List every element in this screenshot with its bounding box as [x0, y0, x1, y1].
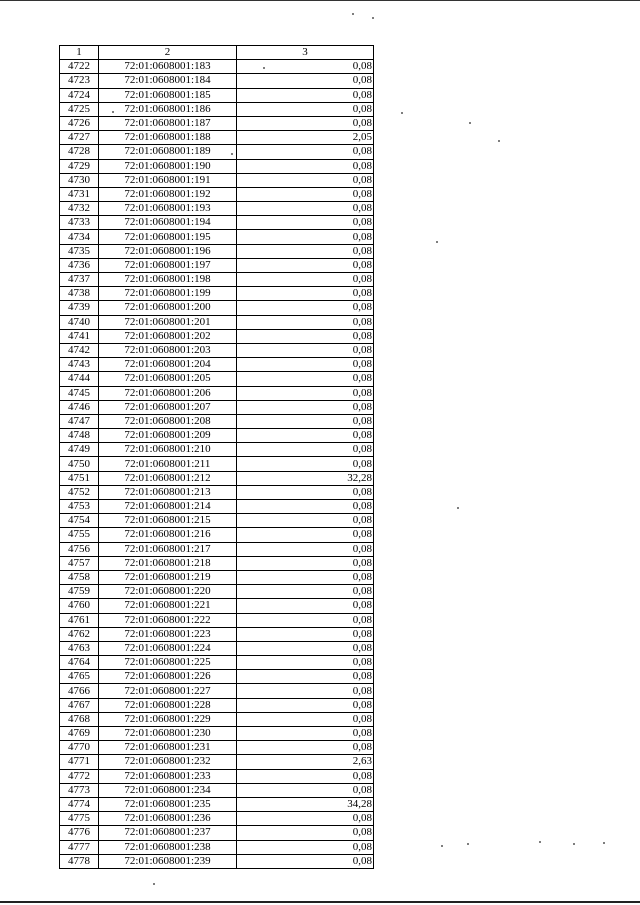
row-number-cell: 4746 [60, 400, 99, 414]
table-row [60, 258, 374, 272]
cadastral-number-cell: 72:01:0608001:200 [99, 301, 237, 315]
table-row [60, 514, 374, 528]
value-cell: 0,08 [237, 570, 374, 584]
scan-speck [352, 13, 354, 15]
value-cell: 0,08 [237, 74, 374, 88]
table-row [60, 698, 374, 712]
value-cell: 0,08 [237, 372, 374, 386]
table-row [60, 840, 374, 854]
cadastral-number-cell: 72:01:0608001:223 [99, 627, 237, 641]
row-number-cell: 4755 [60, 528, 99, 542]
row-number-cell: 4748 [60, 429, 99, 443]
cadastral-number-cell: 72:01:0608001:231 [99, 741, 237, 755]
cadastral-number-cell: 72:01:0608001:226 [99, 670, 237, 684]
row-number-cell: 4743 [60, 358, 99, 372]
cadastral-number-cell: 72:01:0608001:230 [99, 727, 237, 741]
row-number-cell: 4751 [60, 471, 99, 485]
cadastral-number-cell: 72:01:0608001:195 [99, 230, 237, 244]
table-row [60, 570, 374, 584]
value-cell: 0,08 [237, 556, 374, 570]
value-cell: 0,08 [237, 159, 374, 173]
table-row [60, 74, 374, 88]
value-cell: 0,08 [237, 343, 374, 357]
row-number-cell: 4775 [60, 812, 99, 826]
table-row [60, 556, 374, 570]
cadastral-number-cell: 72:01:0608001:237 [99, 826, 237, 840]
cadastral-number-cell: 72:01:0608001:236 [99, 812, 237, 826]
value-cell: 0,08 [237, 826, 374, 840]
value-cell: 0,08 [237, 315, 374, 329]
row-number-cell: 4730 [60, 173, 99, 187]
table-row [60, 500, 374, 514]
row-number-cell: 4732 [60, 202, 99, 216]
value-cell: 0,08 [237, 102, 374, 116]
table-row [60, 641, 374, 655]
row-number-cell: 4764 [60, 656, 99, 670]
value-cell: 0,08 [237, 854, 374, 868]
value-cell: 32,28 [237, 471, 374, 485]
table-row [60, 400, 374, 414]
row-number-cell: 4724 [60, 88, 99, 102]
row-number-cell: 4745 [60, 386, 99, 400]
row-number-cell: 4744 [60, 372, 99, 386]
cadastral-number-cell: 72:01:0608001:204 [99, 358, 237, 372]
value-cell: 0,08 [237, 670, 374, 684]
value-cell: 0,08 [237, 528, 374, 542]
table-row [60, 670, 374, 684]
table-row [60, 202, 374, 216]
scan-speck [231, 153, 233, 155]
table-row [60, 429, 374, 443]
value-cell: 0,08 [237, 727, 374, 741]
row-number-cell: 4776 [60, 826, 99, 840]
row-number-cell: 4749 [60, 443, 99, 457]
value-cell: 0,08 [237, 60, 374, 74]
cadastral-number-cell: 72:01:0608001:197 [99, 258, 237, 272]
value-cell: 0,08 [237, 741, 374, 755]
cadastral-number-cell: 72:01:0608001:209 [99, 429, 237, 443]
value-cell: 0,08 [237, 230, 374, 244]
cadastral-number-cell: 72:01:0608001:188 [99, 131, 237, 145]
cadastral-number-cell: 72:01:0608001:196 [99, 244, 237, 258]
cadastral-number-cell: 72:01:0608001:238 [99, 840, 237, 854]
cadastral-number-cell: 72:01:0608001:218 [99, 556, 237, 570]
cadastral-number-cell: 72:01:0608001:217 [99, 542, 237, 556]
cadastral-number-cell: 72:01:0608001:229 [99, 712, 237, 726]
table-row [60, 599, 374, 613]
table-row [60, 131, 374, 145]
scan-speck [469, 122, 471, 124]
scan-speck [457, 507, 459, 509]
table-row [60, 854, 374, 868]
value-cell: 0,08 [237, 301, 374, 315]
row-number-cell: 4727 [60, 131, 99, 145]
table-row [60, 372, 374, 386]
table-row [60, 60, 374, 74]
cadastral-number-cell: 72:01:0608001:183 [99, 60, 237, 74]
row-number-cell: 4765 [60, 670, 99, 684]
cadastral-number-cell: 72:01:0608001:208 [99, 414, 237, 428]
value-cell: 0,08 [237, 329, 374, 343]
cadastral-number-cell: 72:01:0608001:213 [99, 485, 237, 499]
table-row [60, 216, 374, 230]
row-number-cell: 4761 [60, 613, 99, 627]
table-row [60, 414, 374, 428]
scan-speck [467, 843, 469, 845]
cadastral-number-cell: 72:01:0608001:235 [99, 797, 237, 811]
column-header-2: 2 [99, 46, 237, 60]
row-number-cell: 4735 [60, 244, 99, 258]
cadastral-number-cell: 72:01:0608001:219 [99, 570, 237, 584]
row-number-cell: 4759 [60, 585, 99, 599]
table-row [60, 244, 374, 258]
value-cell: 0,08 [237, 457, 374, 471]
row-number-cell: 4777 [60, 840, 99, 854]
value-cell: 0,08 [237, 712, 374, 726]
scan-speck [436, 241, 438, 243]
row-number-cell: 4729 [60, 159, 99, 173]
cadastral-number-cell: 72:01:0608001:193 [99, 202, 237, 216]
table-row [60, 783, 374, 797]
row-number-cell: 4747 [60, 414, 99, 428]
table-row [60, 287, 374, 301]
value-cell: 0,08 [237, 840, 374, 854]
row-number-cell: 4773 [60, 783, 99, 797]
row-number-cell: 4737 [60, 273, 99, 287]
cadastral-number-cell: 72:01:0608001:203 [99, 343, 237, 357]
value-cell: 0,08 [237, 116, 374, 130]
cadastral-number-cell: 72:01:0608001:233 [99, 769, 237, 783]
value-cell: 0,08 [237, 400, 374, 414]
row-number-cell: 4741 [60, 329, 99, 343]
value-cell: 0,08 [237, 414, 374, 428]
table-row [60, 627, 374, 641]
scan-speck [153, 883, 155, 885]
value-cell: 0,08 [237, 485, 374, 499]
page-bottom-edge [0, 901, 640, 903]
cadastral-number-cell: 72:01:0608001:187 [99, 116, 237, 130]
table-row [60, 88, 374, 102]
table-row [60, 797, 374, 811]
value-cell: 0,08 [237, 202, 374, 216]
cadastral-number-cell: 72:01:0608001:186 [99, 102, 237, 116]
row-number-cell: 4778 [60, 854, 99, 868]
value-cell: 2,05 [237, 131, 374, 145]
table-row [60, 585, 374, 599]
table-row [60, 656, 374, 670]
value-cell: 0,08 [237, 613, 374, 627]
table-row [60, 755, 374, 769]
value-cell: 0,08 [237, 812, 374, 826]
scan-speck [401, 112, 403, 114]
table-row [60, 358, 374, 372]
cadastral-number-cell: 72:01:0608001:239 [99, 854, 237, 868]
row-number-cell: 4760 [60, 599, 99, 613]
value-cell: 0,08 [237, 585, 374, 599]
row-number-cell: 4725 [60, 102, 99, 116]
table-row [60, 116, 374, 130]
cadastral-number-cell: 72:01:0608001:228 [99, 698, 237, 712]
table-row [60, 273, 374, 287]
row-number-cell: 4752 [60, 485, 99, 499]
cadastral-number-cell: 72:01:0608001:202 [99, 329, 237, 343]
cadastral-number-cell: 72:01:0608001:199 [99, 287, 237, 301]
row-number-cell: 4738 [60, 287, 99, 301]
table-row [60, 769, 374, 783]
row-number-cell: 4753 [60, 500, 99, 514]
row-number-cell: 4763 [60, 641, 99, 655]
row-number-cell: 4733 [60, 216, 99, 230]
row-number-cell: 4723 [60, 74, 99, 88]
scan-speck [498, 140, 500, 142]
row-number-cell: 4728 [60, 145, 99, 159]
scan-speck [112, 111, 114, 113]
table-row [60, 230, 374, 244]
row-number-cell: 4742 [60, 343, 99, 357]
row-number-cell: 4757 [60, 556, 99, 570]
cadastral-number-cell: 72:01:0608001:212 [99, 471, 237, 485]
row-number-cell: 4756 [60, 542, 99, 556]
value-cell: 0,08 [237, 216, 374, 230]
value-cell: 0,08 [237, 698, 374, 712]
row-number-cell: 4754 [60, 514, 99, 528]
table-row [60, 741, 374, 755]
table-row [60, 826, 374, 840]
scan-speck [441, 845, 443, 847]
row-number-cell: 4766 [60, 684, 99, 698]
row-number-cell: 4770 [60, 741, 99, 755]
table-row [60, 727, 374, 741]
value-cell: 0,08 [237, 386, 374, 400]
value-cell: 0,08 [237, 88, 374, 102]
scan-speck [539, 841, 541, 843]
value-cell: 0,08 [237, 258, 374, 272]
cadastral-number-cell: 72:01:0608001:210 [99, 443, 237, 457]
cadastral-number-cell: 72:01:0608001:191 [99, 173, 237, 187]
cadastral-number-cell: 72:01:0608001:216 [99, 528, 237, 542]
row-number-cell: 4736 [60, 258, 99, 272]
value-cell: 34,28 [237, 797, 374, 811]
table-row [60, 485, 374, 499]
table-row [60, 457, 374, 471]
cadastral-number-cell: 72:01:0608001:227 [99, 684, 237, 698]
value-cell: 0,08 [237, 599, 374, 613]
cadastral-number-cell: 72:01:0608001:206 [99, 386, 237, 400]
cadastral-number-cell: 72:01:0608001:225 [99, 656, 237, 670]
row-number-cell: 4734 [60, 230, 99, 244]
value-cell: 0,08 [237, 769, 374, 783]
value-cell: 0,08 [237, 145, 374, 159]
column-header-1: 1 [60, 46, 99, 60]
cadastral-number-cell: 72:01:0608001:224 [99, 641, 237, 655]
table-row [60, 542, 374, 556]
page-top-edge [0, 0, 640, 1]
row-number-cell: 4740 [60, 315, 99, 329]
cadastral-number-cell: 72:01:0608001:220 [99, 585, 237, 599]
table-row [60, 386, 374, 400]
table-row [60, 301, 374, 315]
value-cell: 0,08 [237, 173, 374, 187]
cadastral-number-cell: 72:01:0608001:192 [99, 187, 237, 201]
table-row [60, 812, 374, 826]
cadastral-number-cell: 72:01:0608001:198 [99, 273, 237, 287]
table-row [60, 159, 374, 173]
cadastral-number-cell: 72:01:0608001:189 [99, 145, 237, 159]
table-row [60, 173, 374, 187]
cadastral-number-cell: 72:01:0608001:207 [99, 400, 237, 414]
row-number-cell: 4731 [60, 187, 99, 201]
row-number-cell: 4769 [60, 727, 99, 741]
cadastral-number-cell: 72:01:0608001:222 [99, 613, 237, 627]
table-row [60, 712, 374, 726]
value-cell: 0,08 [237, 542, 374, 556]
table-row [60, 145, 374, 159]
cadastral-number-cell: 72:01:0608001:185 [99, 88, 237, 102]
value-cell: 0,08 [237, 443, 374, 457]
scan-speck [372, 17, 374, 19]
table-body [60, 60, 374, 869]
cadastral-number-cell: 72:01:0608001:184 [99, 74, 237, 88]
value-cell: 0,08 [237, 244, 374, 258]
cadastral-number-cell: 72:01:0608001:234 [99, 783, 237, 797]
row-number-cell: 4772 [60, 769, 99, 783]
table-row [60, 613, 374, 627]
value-cell: 2,63 [237, 755, 374, 769]
cadastral-number-cell: 72:01:0608001:190 [99, 159, 237, 173]
row-number-cell: 4768 [60, 712, 99, 726]
value-cell: 0,08 [237, 287, 374, 301]
cadastral-number-cell: 72:01:0608001:194 [99, 216, 237, 230]
table-row [60, 471, 374, 485]
value-cell: 0,08 [237, 684, 374, 698]
value-cell: 0,08 [237, 641, 374, 655]
cadastral-number-cell: 72:01:0608001:201 [99, 315, 237, 329]
table-row [60, 329, 374, 343]
table-row [60, 443, 374, 457]
row-number-cell: 4767 [60, 698, 99, 712]
value-cell: 0,08 [237, 783, 374, 797]
row-number-cell: 4750 [60, 457, 99, 471]
table-row [60, 684, 374, 698]
parcel-table [59, 45, 374, 869]
value-cell: 0,08 [237, 429, 374, 443]
cadastral-number-cell: 72:01:0608001:211 [99, 457, 237, 471]
row-number-cell: 4739 [60, 301, 99, 315]
value-cell: 0,08 [237, 273, 374, 287]
row-number-cell: 4774 [60, 797, 99, 811]
column-header-3: 3 [237, 46, 374, 60]
row-number-cell: 4722 [60, 60, 99, 74]
cadastral-number-cell: 72:01:0608001:221 [99, 599, 237, 613]
table-row [60, 343, 374, 357]
row-number-cell: 4726 [60, 116, 99, 130]
table-row [60, 187, 374, 201]
table-row [60, 102, 374, 116]
cadastral-number-cell: 72:01:0608001:232 [99, 755, 237, 769]
value-cell: 0,08 [237, 358, 374, 372]
scan-speck [603, 842, 605, 844]
value-cell: 0,08 [237, 187, 374, 201]
value-cell: 0,08 [237, 627, 374, 641]
scan-speck [263, 67, 265, 69]
header-row [60, 46, 374, 60]
table-row [60, 315, 374, 329]
value-cell: 0,08 [237, 514, 374, 528]
scan-speck [573, 843, 575, 845]
table-row [60, 528, 374, 542]
row-number-cell: 4762 [60, 627, 99, 641]
row-number-cell: 4758 [60, 570, 99, 584]
value-cell: 0,08 [237, 656, 374, 670]
cadastral-number-cell: 72:01:0608001:214 [99, 500, 237, 514]
value-cell: 0,08 [237, 500, 374, 514]
row-number-cell: 4771 [60, 755, 99, 769]
cadastral-number-cell: 72:01:0608001:205 [99, 372, 237, 386]
cadastral-number-cell: 72:01:0608001:215 [99, 514, 237, 528]
